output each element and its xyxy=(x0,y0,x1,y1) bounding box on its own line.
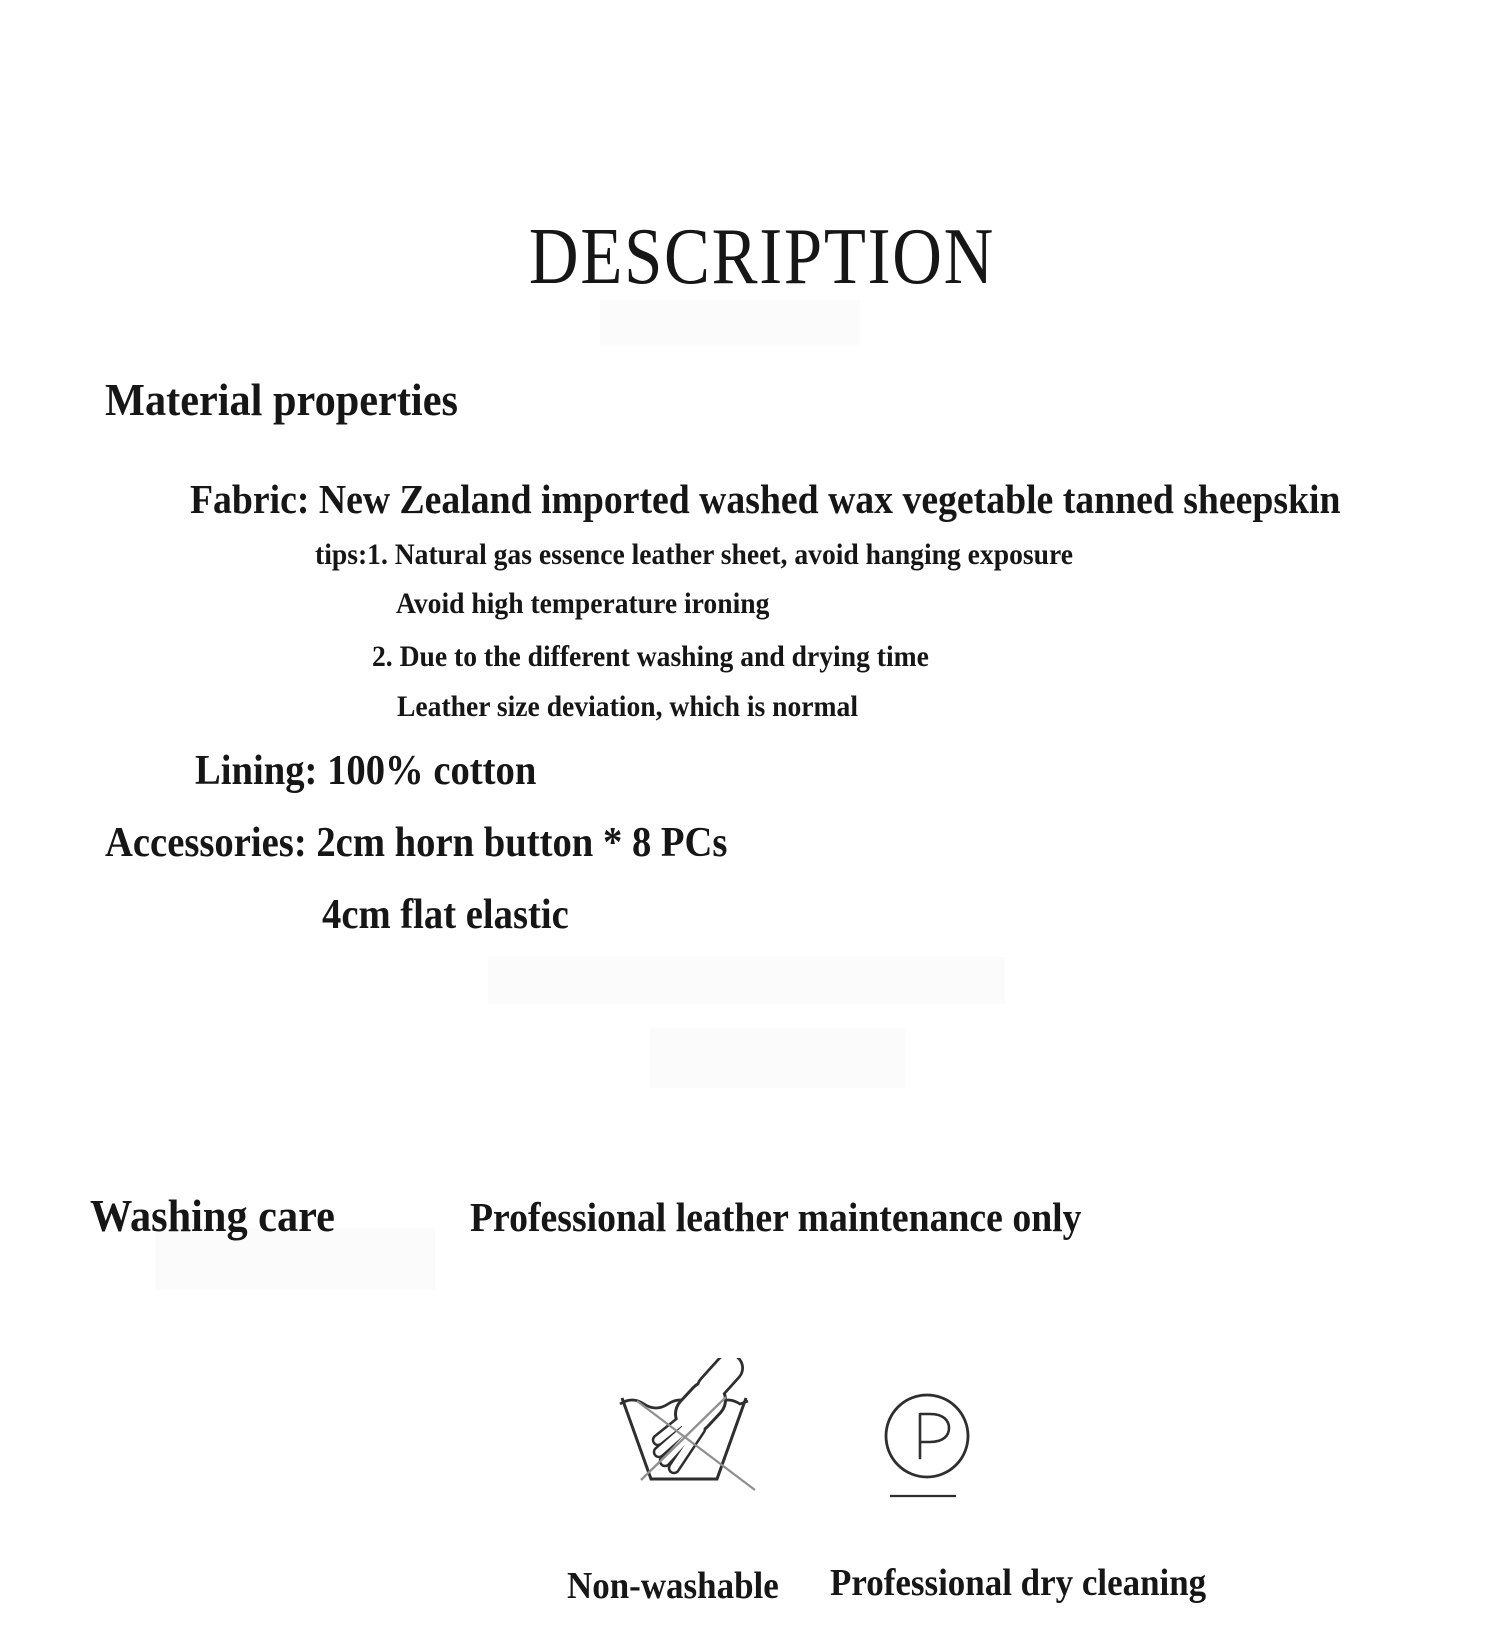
faint-patch xyxy=(488,957,1005,1004)
fabric-tip-2: 2. Due to the different washing and drying time xyxy=(372,640,929,673)
fabric-line: Fabric: New Zealand imported washed wax vegetable tanned sheepskin xyxy=(190,476,1341,522)
non-washable-icon-svg xyxy=(608,1358,758,1493)
faint-patch xyxy=(650,1028,905,1088)
lining-line: Lining: 100% cotton xyxy=(195,748,537,794)
faint-patch xyxy=(600,300,860,345)
fabric-tip-1b: Avoid high temperature ironing xyxy=(396,587,770,620)
page-title: DESCRIPTION xyxy=(528,213,996,301)
professional-dry-cleaning-icon xyxy=(884,1392,970,1502)
washing-care-note: Professional leather maintenance only xyxy=(470,1194,1082,1240)
fabric-tip-2b: Leather size deviation, which is normal xyxy=(397,690,859,723)
fabric-tip-1: tips:1. Natural gas essence leather sheet, avoid hanging exposure xyxy=(315,538,1073,571)
professional-dry-cleaning-label: Professional dry cleaning xyxy=(830,1562,1207,1604)
non-washable-label: Non-washable xyxy=(567,1565,779,1607)
non-washable-icon xyxy=(608,1358,758,1493)
accessories-line: Accessories: 2cm horn button * 8 PCs xyxy=(105,820,728,866)
material-properties-heading: Material properties xyxy=(105,374,458,425)
washing-care-heading: Washing care xyxy=(90,1190,335,1241)
professional-dry-cleaning-icon-svg xyxy=(884,1392,970,1502)
accessories-line-2: 4cm flat elastic xyxy=(322,892,569,938)
